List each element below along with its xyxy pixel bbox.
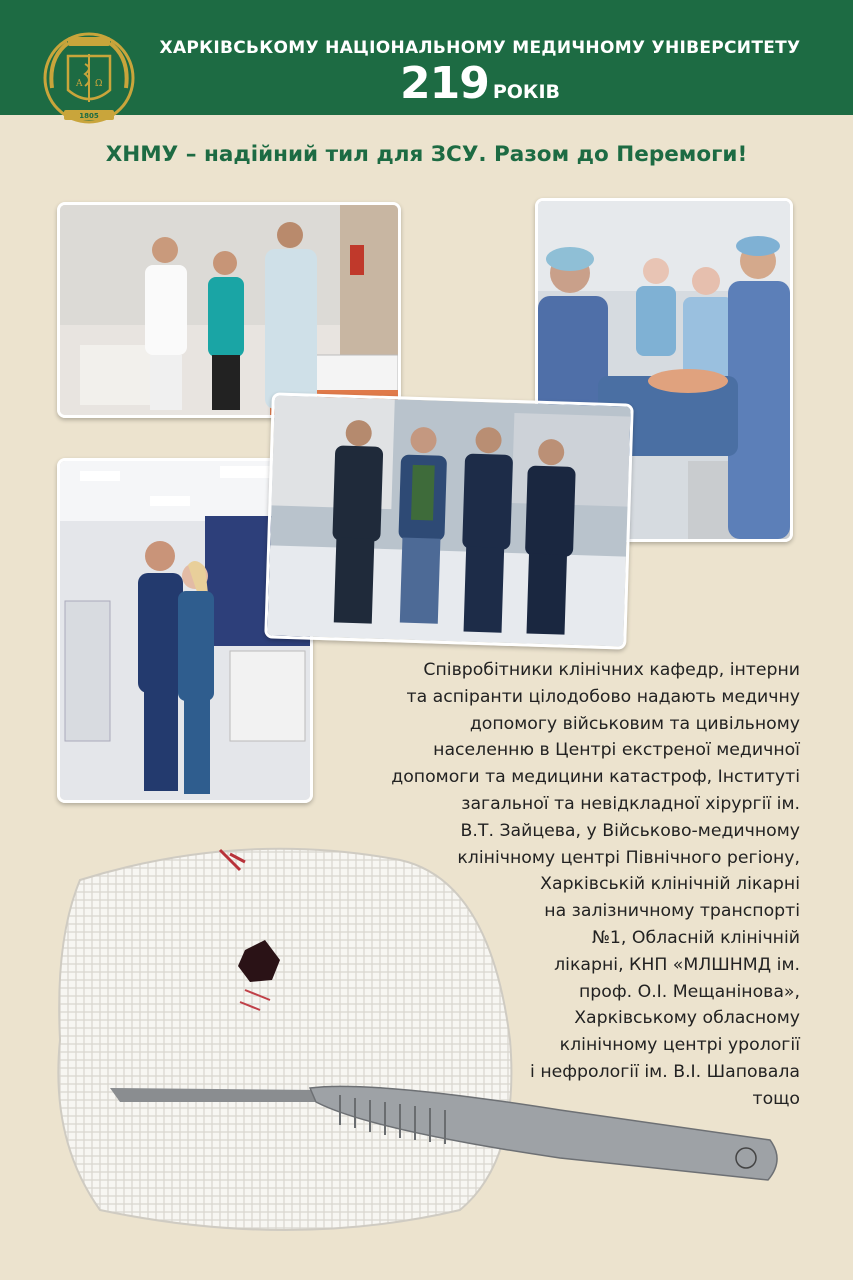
svg-text:1805: 1805 bbox=[79, 112, 99, 120]
description-text: Співробітники клінічних кафедр, інтерни та аспіранти цілодобово надають медичну допомогу військовим та цивільному населенню в Центрі екстреної медичної допомоги та медицини катастроф, Інституті загальної та невідкладної хірургії ім. В.Т. Зайцева, у Військово-медичному клінічному центрі Північного регіону, Харківській клінічній лікарні на залізничному транспорті №1, Обласній клінічній лікарні, КНП «МЛШНМД ім. проф. О.І. Мещанінова», Харківському обласному клінічному центрі урології і нефрології ім. В.І. Шаповала тощо bbox=[391, 660, 800, 1109]
hospital-ward-photo-icon bbox=[57, 202, 401, 418]
university-name: ХАРКІВСЬКОМУ НАЦІОНАЛЬНОМУ МЕДИЧНОМУ УНІВЕРСИТЕТУ bbox=[159, 38, 801, 58]
years-number: 219 bbox=[399, 58, 489, 109]
soldiers-group-photo-icon bbox=[264, 392, 634, 649]
svg-text:Α: Α bbox=[76, 79, 83, 89]
years-unit: РОКІВ bbox=[492, 81, 561, 103]
anniversary-label bbox=[150, 58, 810, 109]
svg-text:Ω: Ω bbox=[95, 79, 103, 89]
gauze-scalpel-photo-icon bbox=[40, 840, 800, 1240]
university-crest-icon bbox=[38, 28, 140, 130]
page-title: ХНМУ – надійний тил для ЗСУ. Разом до Перемоги! bbox=[105, 142, 748, 167]
header-banner bbox=[0, 0, 853, 120]
